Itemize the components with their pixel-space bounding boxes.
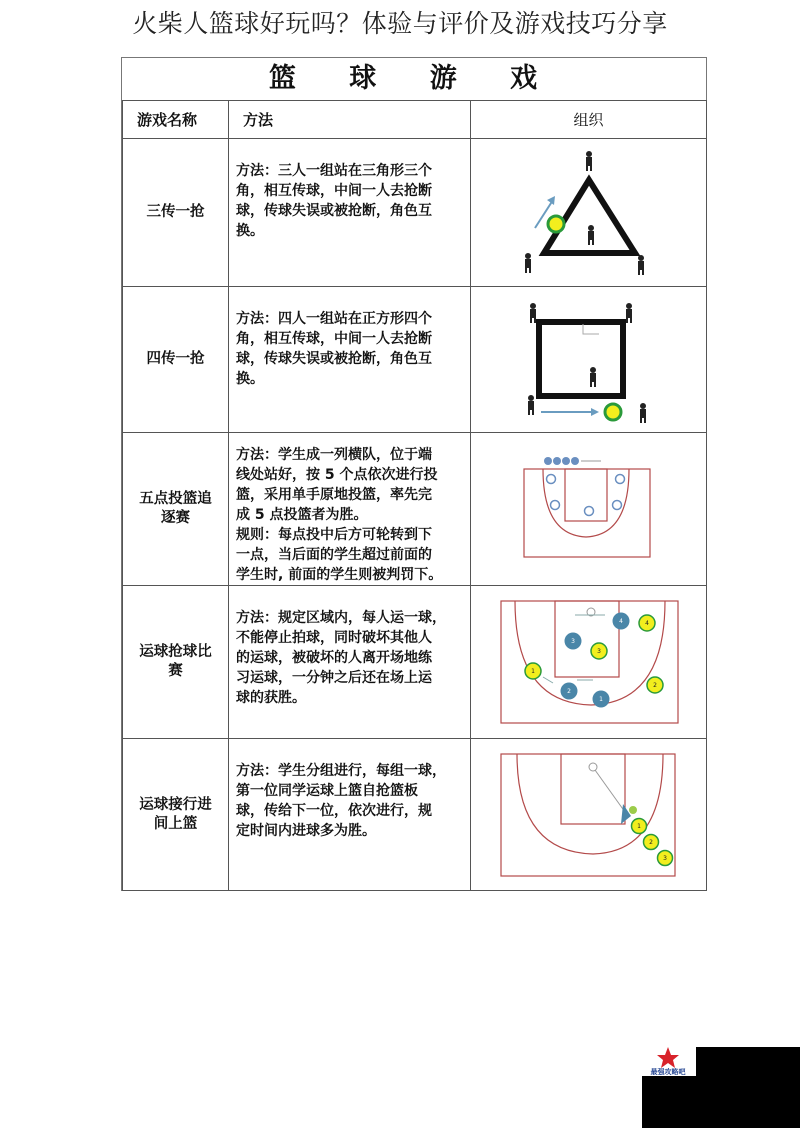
- game-method: [229, 739, 471, 891]
- label-blue-2: 2: [567, 687, 571, 695]
- dribble-steal-court-diagram: [471, 587, 705, 738]
- game-method-text: 方法：规定区域内，每人运一球， 不能停止拍球，同时破坏其他人 的运球，被破坏的人离开场地练 习运球，一分钟之后还在场上运 球的获胜。: [236, 610, 446, 706]
- label-yellow-3: 3: [597, 647, 601, 655]
- label-yellow-1: 1: [637, 822, 641, 830]
- page-heading: 火柴人篮球好玩吗？体验与评价及游戏技巧分享: [132, 9, 668, 38]
- shooting-spots: [547, 474, 625, 515]
- waiting-players: [632, 818, 673, 865]
- player-icon: [640, 403, 646, 423]
- corner-mask: [642, 1076, 702, 1128]
- logo-mark: [640, 1045, 696, 1075]
- game-name-text: 三传一抢: [146, 204, 205, 220]
- label-blue-3: 3: [571, 637, 575, 645]
- table-row: [123, 139, 707, 287]
- player-icon: [590, 367, 596, 387]
- game-name-text: 运球接行进 间上篮: [139, 796, 212, 832]
- doc-title: 篮 球 游 戏: [268, 63, 560, 94]
- player-figures: [525, 151, 644, 275]
- game-name: [123, 586, 229, 739]
- header-name: 游戏名称: [123, 101, 229, 139]
- game-name-text: 运球抢球比 赛: [139, 644, 212, 679]
- five-point-court-diagram: [471, 435, 705, 584]
- games-table: [122, 100, 707, 891]
- yellow-players: [525, 615, 663, 693]
- label-yellow-3: 3: [663, 854, 667, 862]
- diagram-five-point-shooting: [471, 433, 707, 586]
- game-name: [123, 433, 229, 586]
- logo-text: 最强攻略吧: [650, 1068, 686, 1075]
- game-name-text: 四传一抢: [146, 351, 205, 367]
- label-yellow-2: 2: [653, 681, 657, 689]
- ball-icon: [548, 216, 564, 232]
- label-yellow-4: 4: [645, 619, 649, 627]
- game-method: [229, 139, 471, 287]
- paint-area: [561, 754, 625, 824]
- arrow-head: [591, 408, 599, 416]
- diagram-triangle: [471, 139, 707, 287]
- table-row: [123, 287, 707, 433]
- game-method-text: 方法：四人一组站在正方形四个 角，相互传球，中间一人去抢断 球，传球失误或被抢断，角色互 换。: [236, 311, 432, 387]
- player-icon: [525, 253, 531, 273]
- game-name: [123, 139, 229, 287]
- game-method-text: 方法：三人一组站在三角形三个 角，相互传球，中间一人去抢断 球，传球失误或被抢断，角色互 换。: [236, 163, 432, 239]
- table-header-row: [123, 101, 707, 139]
- dribble-path: [595, 770, 625, 812]
- diagram-layup-relay: [471, 739, 707, 891]
- layup-relay-court-diagram: [471, 740, 705, 890]
- player-marker: [621, 804, 631, 824]
- star-icon: [657, 1047, 679, 1068]
- table-row: [123, 586, 707, 739]
- triangle-pass-diagram: [471, 140, 705, 286]
- square-shape: [539, 322, 623, 396]
- hoop-icon: [589, 763, 597, 771]
- player-icon: [586, 151, 592, 171]
- game-name: [123, 739, 229, 891]
- ball-icon: [605, 404, 621, 420]
- ball-icon: [629, 806, 637, 814]
- game-method-text: 方法：学生分组进行，每组一球， 第一位同学运球上篮自抢篮板 球，传给下一位，依次进行，规 定时间内进球多为胜。: [236, 763, 446, 839]
- diagram-square: [471, 287, 707, 433]
- game-name: [123, 287, 229, 433]
- game-method: [229, 287, 471, 433]
- site-logo: [640, 1045, 696, 1075]
- court-outline: [501, 754, 675, 876]
- basketball-games-table-image: [121, 57, 707, 891]
- game-method: [229, 433, 471, 586]
- label-yellow-2: 2: [649, 838, 653, 846]
- player-icon: [530, 303, 536, 323]
- game-method: [229, 586, 471, 739]
- waiting-players: [544, 457, 579, 465]
- player-icon: [528, 395, 534, 415]
- table-row: [123, 739, 707, 891]
- label-blue-1: 1: [599, 695, 603, 703]
- paint-area: [565, 469, 607, 521]
- diagram-dribble-steal: [471, 586, 707, 739]
- table-row: [123, 433, 707, 586]
- game-method-text: 方法：学生成一列横队，位于端 线处站好，按 5 个点依次进行投 篮，采用单手原地投篮，率先完 成 5 点投篮者为胜。 规则：每点投中后方可轮转到下 一点，当后面的学生超过前面的 学生时, 前面的学生则被判罚下。: [236, 447, 443, 583]
- player-icon: [588, 225, 594, 245]
- game-name-text: 五点投篮追 逐赛: [139, 491, 212, 526]
- pass-guide: [583, 324, 599, 334]
- player-icon: [638, 255, 644, 275]
- header-method: 方法: [229, 101, 471, 139]
- square-pass-diagram: [471, 288, 705, 432]
- corner-mask: [696, 1047, 800, 1128]
- player-icon: [626, 303, 632, 323]
- label-blue-4: 4: [619, 617, 623, 625]
- header-organization: 组织: [471, 101, 707, 139]
- label-yellow-1: 1: [531, 667, 535, 675]
